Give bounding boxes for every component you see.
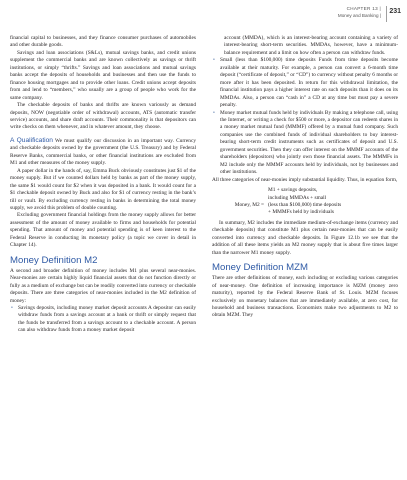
m2-equation [212, 187, 398, 217]
paragraph: The checkable deposits of banks and thrifts are known variously as demand deposits, NOW (negotiable order of withdrawal) accounts, ATS (automatic transfer service) accounts, and share draft accounts. Their commonality is that depositors can write checks on them whenever, and in whatever amount, they choose. [10, 102, 196, 131]
bullet-item [212, 110, 398, 177]
right-column [212, 35, 398, 320]
qualification-text: We must qualify our discussion in an important way. Currency and checkable deposits owned by the government (the U.S. Treasury) and by Federal Reserve Banks, commercial banks, or other financial institutions are excluded from M1 and other measures of the money supply. [10, 137, 196, 167]
bullet-icon: • [213, 57, 215, 64]
subhead-qualification: A Qualification [10, 136, 53, 144]
qualification-paragraph [10, 137, 196, 168]
bullet-icon: • [213, 109, 215, 116]
bullet-icon: • [11, 304, 13, 311]
chapter-title: Money and Banking | [337, 13, 381, 18]
bullet-text: Small (less than $100,000) time deposits Funds from time deposits become available at their maturity. For example, a person can convert a 6-month time deposit (“certificate of deposit,” or “CD”) to currency without penalty 6 months or more after it has been deposited. In return for this withdrawal limitation, the financial institution pays a higher interest rate on such deposits than it does on its MMDAs. Also, a person can “cash in” a CD at any time but must pay a severe penalty. [220, 57, 398, 109]
section-heading-mzm: Money Definition MZM [212, 262, 308, 274]
equation-rhs [268, 187, 341, 217]
equation-line: (less than $100,000) time deposits [268, 201, 342, 208]
left-column [10, 35, 196, 335]
bullet-text: Money market mutual funds held by individuals By making a telephone call, using the Internet, or writing a check for $500 or more, a depositor can redeem shares in a money market mutual fund (MMMF) offered by a mutual fund company. Such companies use the combined funds of individual shareholders to buy interest-bearing short-term credit instruments such as certificates of deposit and U.S. government securities. Then they can offer interest on the MMMF accounts of the shareholders (depositors) who jointly own those financial assets. The MMMFs in M2 include only the MMMF accounts held by individuals, not by businesses and other institutions. [220, 109, 398, 176]
paragraph: A paper dollar in the hands of, say, Emma Buck obviously constitutes just $1 of the money supply. But if we counted dollars held by banks as part of the money supply, the same $1 would count for $2 when it was deposited in a bank. It would count for a $1 checkable deposit owned by Buck and also for $1 of currency resting in the bank’s till or vault. By excluding currency resting in banks in determining the total money supply, we avoid this problem of double counting. [10, 167, 196, 211]
chapter-label: CHAPTER 13 | [346, 6, 381, 11]
equation-lhs: Money, M2 = [234, 202, 264, 209]
equation-line: M1 + savings deposits, [268, 187, 318, 194]
bullet-text: Savings deposits, including money market deposit accounts A depositor can easily withdraw funds from a savings account at a bank or thrift or simply request that the funds be transferred from a savings account to a checkable account. A person can also withdraw funds from a money market deposit [18, 304, 196, 334]
page-number: 231 [389, 8, 401, 15]
paragraph: Savings and loan associations (S&Ls), mutual savings banks, and credit unions supplement the commercial banks and are known collectively as savings or thrift institutions, or simply “thrifts.” Savings and loan associations and mutual savings banks accept the deposits of households and businesses and then use the funds to finance housing mortgages and to provide other loans. Credit unions accept deposits from and lend to “members,” who usually are a group of people who work for the same company. [10, 49, 196, 101]
running-header [201, 6, 401, 28]
paragraph: financial capital to businesses, and they finance consumer purchases of automobiles and other durable goods. [10, 35, 196, 49]
paragraph: In summary, M2 includes the immediate medium-of-exchange items (currency and checkable deposits) that constitute M1 plus certain near-monies that can be easily converted into currency and checkable deposits. In Figure 12.1b we see that the addition of all these items yields an M2 money supply that is about five times larger than the narrower M1 money supply. [212, 219, 398, 256]
bullet-item [212, 57, 398, 109]
equation-line: + MMMFs held by individuals [268, 209, 334, 216]
paragraph: There are other definitions of money, each including or excluding various categories of near-money. One definition of increasing importance is MZM (money zero maturity), reported by the Federal Reserve Bank of St. Louis. MZM focuses exclusively on monetary balances that are immediately available, at zero cost, for household and business transactions. Economists make two adjustments to M2 to obtain MZM. They [212, 275, 398, 319]
equation-line: including MMDAs + small [268, 194, 327, 201]
paragraph: A second and broader definition of money includes M1 plus several near-monies. Near-monies are certain highly liquid financial assets that do not function directly or fully as a medium of exchange but can be readily converted into currency or checkable deposits. There are three categories of near-monies included in the M2 definition of money: [10, 267, 196, 304]
bullet-item [10, 305, 196, 335]
paragraph: All three categories of near-monies imply substantial liquidity. Thus, in equation form, [212, 176, 398, 183]
paragraph: Excluding government financial holdings from the money supply allows for better assessment of the amount of money available to firms and households for potential spending. That amount of money and potential spending is of keen interest to the Federal Reserve in conducting its monetary policy (a topic we cover in detail in Chapter 14). [10, 212, 196, 249]
paragraph: account (MMDA), which is an interest-bearing account containing a variety of interest-bearing short-term securities. MMDAs, however, have a minimum-balance requirement and a limit on how often a person can withdraw funds. [224, 35, 398, 56]
header-divider [386, 6, 387, 22]
section-heading-m2: Money Definition M2 [10, 254, 98, 266]
